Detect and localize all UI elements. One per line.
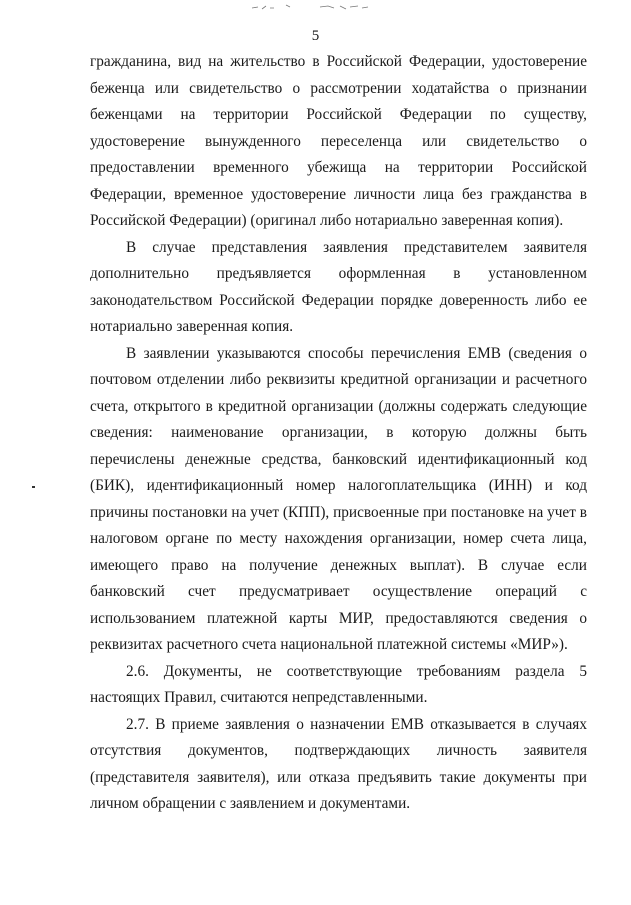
document-body <box>90 49 587 818</box>
paragraph-continuation: гражданина, вид на жительство в Российской Федерации, удостоверение беженца или свидетельство о рассмотрении ходатайства о признании беженцами на территории Российской Федерации по существу, удостоверение вынужденного переселенца или свидетельство о предоставлении временного убежища на территории Российской Федерации, временное удостоверение личности лица без гражданства в Российской Федерации) (оригинал либо нотариально заверенная копия). <box>90 53 587 229</box>
page-number: 5 <box>311 28 320 44</box>
paragraph-payment-methods: В заявлении указываются способы перечисления ЕМВ (сведения о почтовом отделении либо реквизиты кредитной организации и расчетного счета, открытого в кредитной организации (должны содержать следующие сведения: наименование организации, в которую должны быть перечислены денежные средства, банковский идентификационный код (БИК), идентификационный номер налогоплательщика (ИНН) и код причины постановки на учет (КПП), присвоенные при постановке на учет в налоговом органе по месту нахождения организации, номер счета лица, имеющего право на получение денежных выплат). В случае если банковский счет предусматривает осуществление операций с использованием платежной карты МИР, предоставляются сведения о реквизитах расчетного счета национальной платежной системы «МИР»). <box>90 344 587 653</box>
scan-artifact-marks <box>250 2 380 12</box>
scan-speck <box>32 486 35 488</box>
paragraph-clause-2-7: 2.7. В приеме заявления о назначении ЕМВ отказывается в случаях отсутствия документов, подтверждающих личность заявителя (представителя заявителя), или отказа предъявить такие документы при личном обращении с заявлением и документами. <box>90 715 587 812</box>
paragraph-representative: В случае представления заявления представителем заявителя дополнительно предъявляется оформленная в установленном законодательством Российской Федерации порядке доверенность либо ее нотариально заверенная копия. <box>90 238 587 335</box>
paragraph-clause-2-6: 2.6. Документы, не соответствующие требованиям раздела 5 настоящих Правил, считаются непредставленными. <box>90 662 587 706</box>
